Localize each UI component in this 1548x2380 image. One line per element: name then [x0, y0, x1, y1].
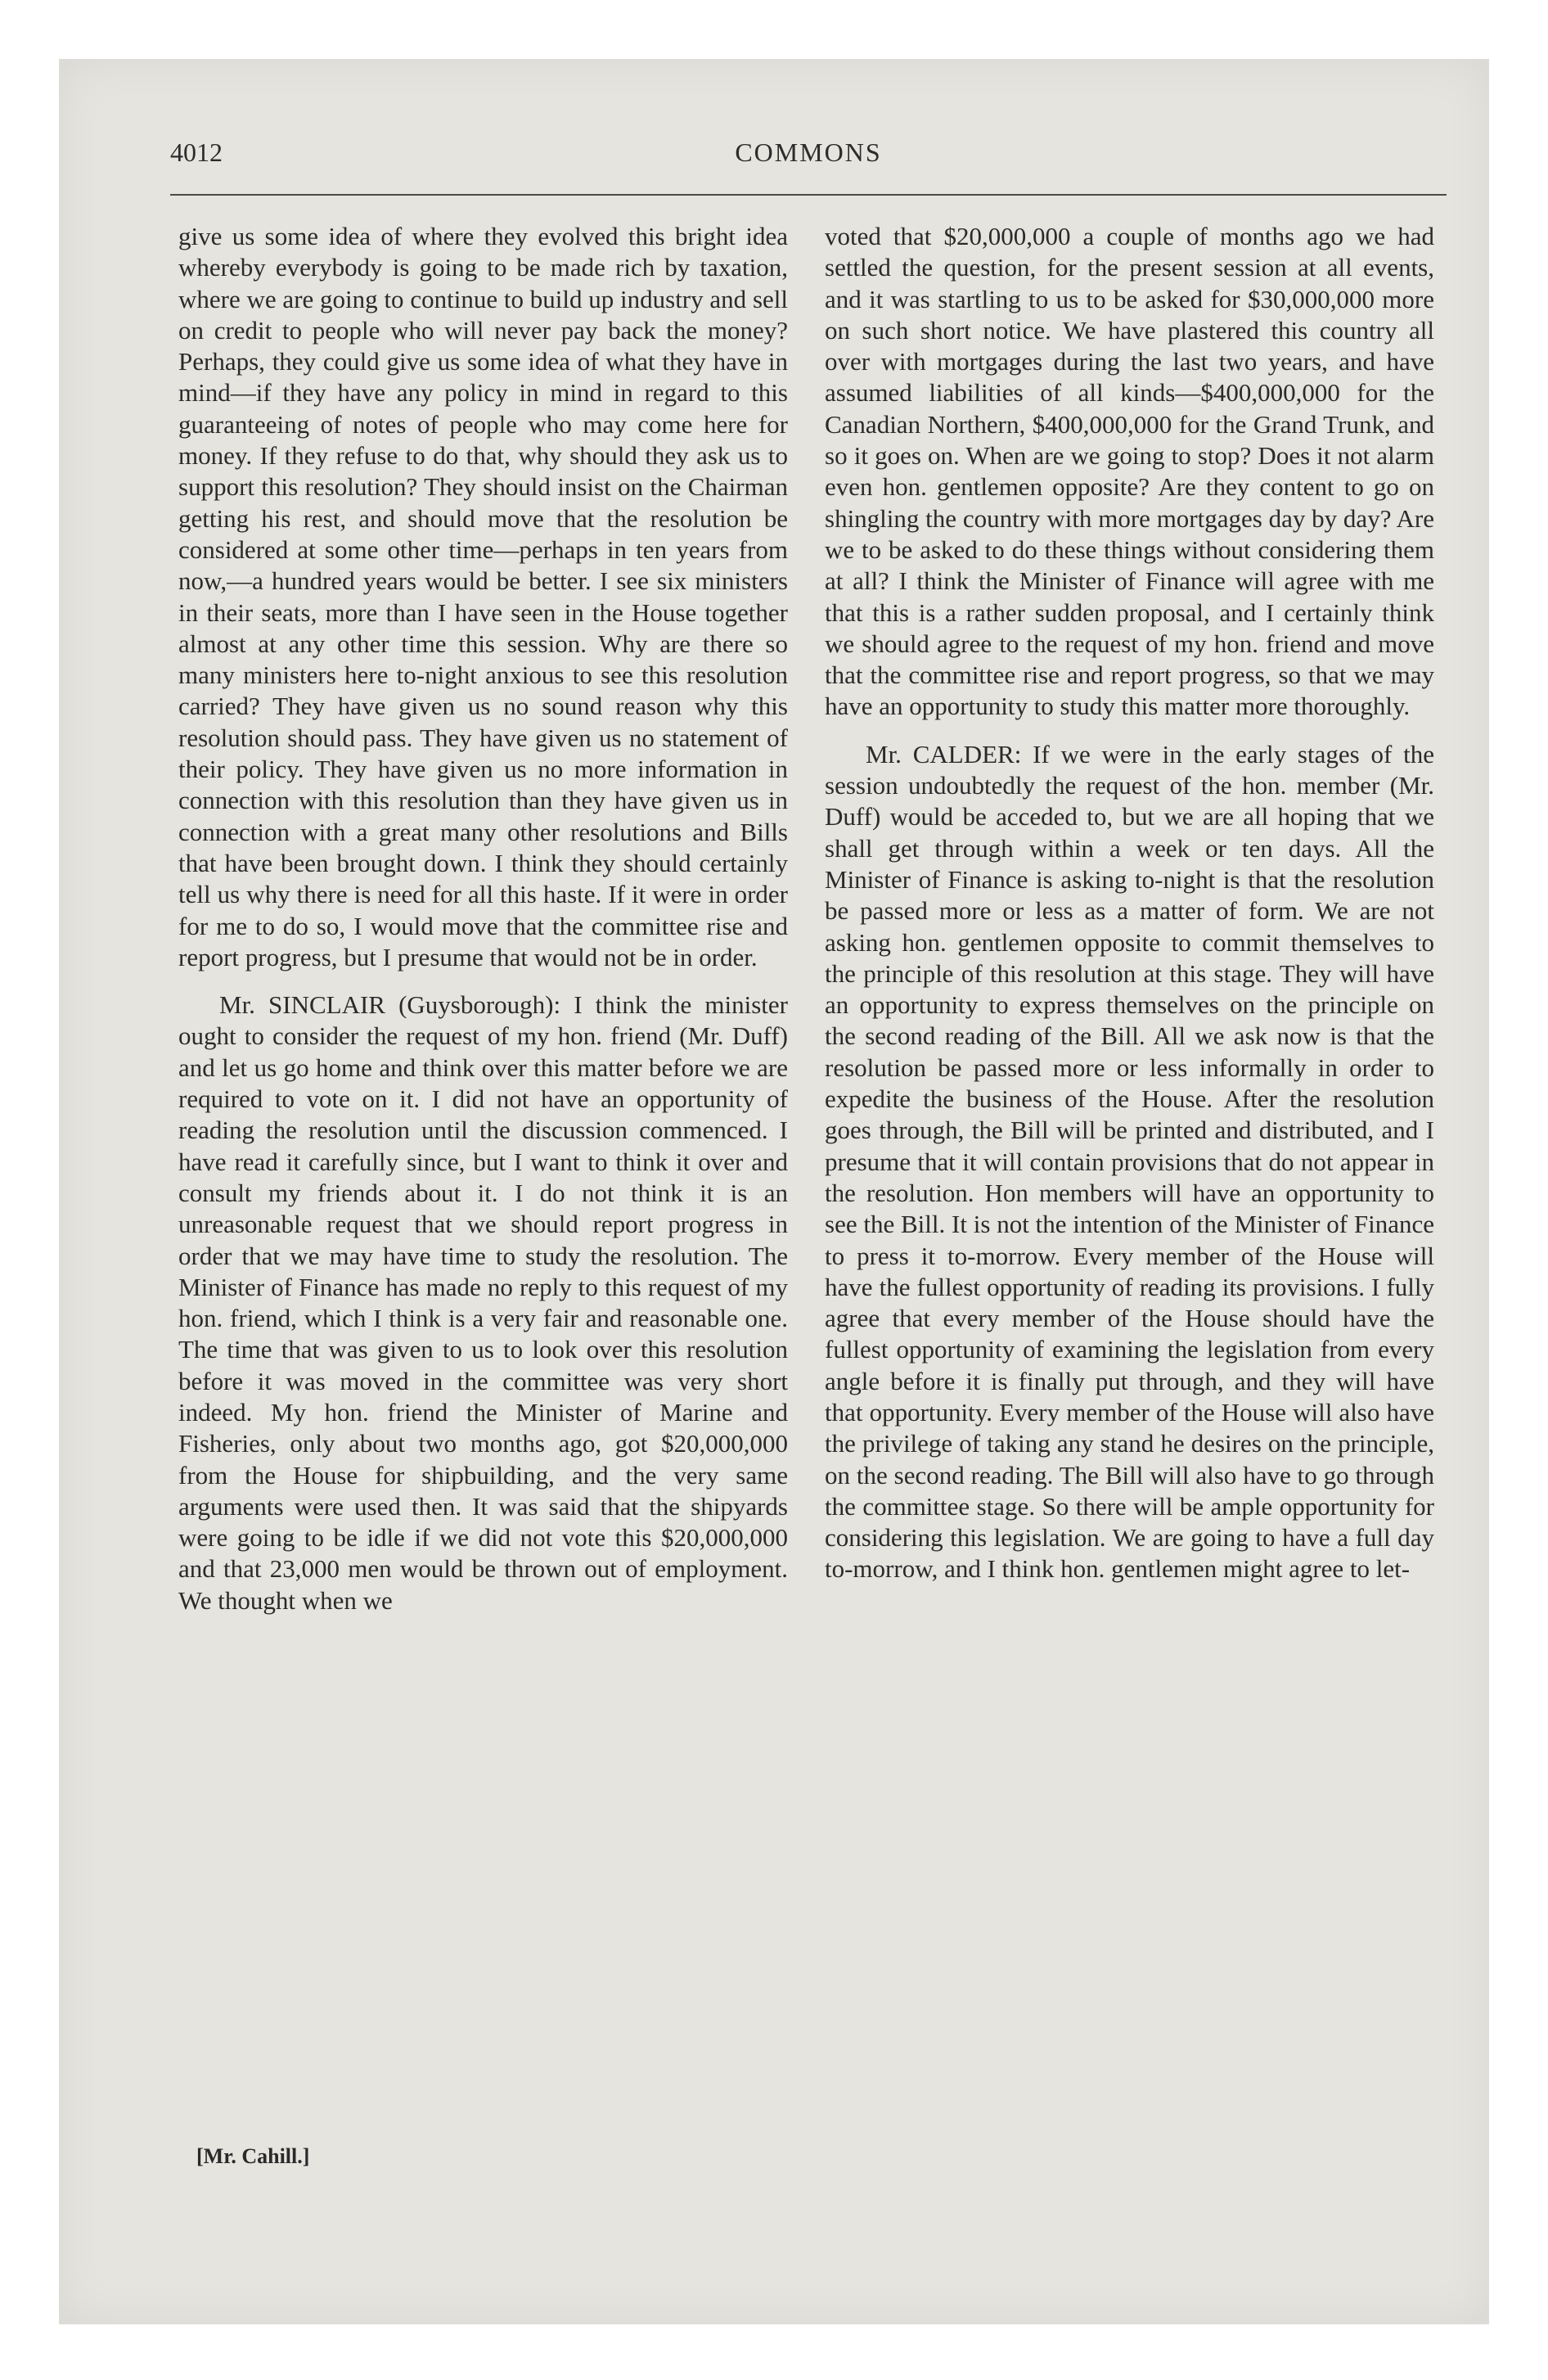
page-number: 4012	[170, 137, 223, 167]
left-column	[178, 221, 788, 1616]
page-header	[170, 137, 1447, 183]
right-column	[825, 221, 1434, 1585]
header-rule	[170, 194, 1447, 196]
right-paragraph: Mr. CALDER: If we were in the early stages of the session undoubtedly the request of the hon. member (Mr. Duff) would be acceded to, but we are all hoping that we shall get through within a week or ten days. All the Minister of Finance is asking to-night is that the resolution be passed more or less as a matter of form. We are not asking hon. gentlemen opposite to commit themselves to the principle of this resolution at this stage. They will have an opportunity to express themselves on the principle on the second reading of the Bill. All we ask now is that the resolution be passed more or less informally in order to expedite the business of the House. After the resolution goes through, the Bill will be printed and distributed, and I presume that it will contain provisions that do not appear in the resolution. Hon members will have an opportunity to see the Bill. It is not the intention of the Minister of Finance to press it to-morrow. Every member of the House will have the fullest opportunity of reading its provisions. I fully agree that every member of the House should have the fullest opportunity of examining the legislation from every angle before it is finally put through, and they will have that opportunity. Every member of the House will also have the privilege of taking any stand he desires on the principle, on the second reading. The Bill will also have to go through the committee stage. So there will be ample opportunity for considering this legislation. We are going to have a full day to-morrow, and I think hon. gentlemen might agree to let-	[825, 739, 1434, 1584]
running-head: COMMONS	[735, 137, 882, 167]
right-paragraph: voted that $20,000,000 a couple of months ago we had settled the question, for the present session at all events, and it was startling to us to be asked for $30,000,000 more on such short notice. We have plastered this country all over with mortgages during the last two years, and have assumed liabilities of all kinds—$400,000,000 for the Canadian Northern, $400,000,000 for the Grand Trunk, and so it goes on. When are we going to stop? Does it not alarm even hon. gentlemen opposite? Are they content to go on shingling the country with more mortgages day by day? Are we to be asked to do these things without considering them at all? I think the Minister of Finance will agree with me that this is a rather sudden proposal, and I certainly think we should agree to the request of my hon. friend and move that the committee rise and report progress, so that we may have an opportunity to study this matter more thoroughly.	[825, 222, 1434, 721]
left-paragraph: Mr. SINCLAIR (Guysborough): I think the minister ought to consider the request of my hon. friend (Mr. Duff) and let us go home and think over this matter before we are required to vote on it. I did not have an opportunity of reading the resolution until the discussion commenced. I have read it carefully since, but I want to think it over and consult my friends about it. I do not think it is an unreasonable request that we should report progress in order that we may have time to study the resolution. The Minister of Finance has made no reply to this request of my hon. friend, which I think is a very fair and reasonable one. The time that was given to us to look over this resolution before it was moved in the committee was very short indeed. My hon. friend the Minister of Marine and Fisheries, only about two months ago, got $20,000,000 from the House for shipbuilding, and the very same arguments were used then. It was said that the shipyards were going to be idle if we did not vote this $20,000,000 and that 23,000 men would be thrown out of employment. We thought when we	[178, 990, 788, 1615]
left-paragraph: give us some idea of where they evolved this bright idea whereby everybody is going to be made rich by taxation, where we are going to continue to build up industry and sell on credit to people who will never pay back the money? Perhaps, they could give us some idea of what they have in mind—if they have any policy in mind in regard to this guaranteeing of notes of people who may come here for money. If they refuse to do that, why should they ask us to support this resolution? They should insist on the Chairman getting his rest, and should move that the resolution be considered at some other time—perhaps in ten years from now,—a hundred years would be better. I see six ministers in their seats, more than I have seen in the House together almost at any other time this session. Why are there so many ministers here to-night anxious to see this resolution carried? They have given us no sound reason why this resolution should pass. They have given us no statement of their policy. They have given us no more information in connection with this resolution than they have given us in connection with a great many other resolutions and Bills that have been brought down. I think they should certainly tell us why there is need for all this haste. If it were in order for me to do so, I would move that the committee rise and report progress, but I presume that would not be in order.	[178, 222, 788, 971]
speaker-footer-note: [Mr. Cahill.]	[196, 2144, 310, 2168]
